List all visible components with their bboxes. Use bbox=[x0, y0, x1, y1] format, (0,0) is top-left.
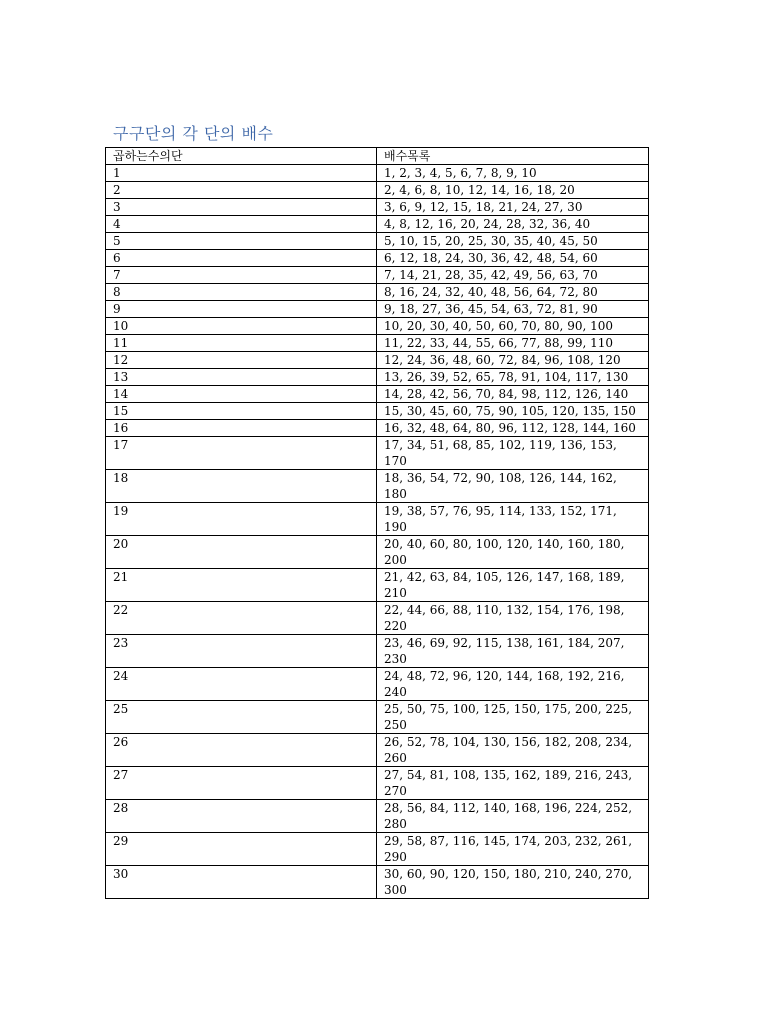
table-row bbox=[106, 866, 649, 899]
table-cell-multiples bbox=[377, 284, 649, 301]
table-cell-multiples bbox=[377, 216, 649, 233]
table-cell-number: 11 bbox=[106, 335, 377, 352]
table-cell-number: 23 bbox=[106, 635, 377, 668]
table-row bbox=[106, 267, 649, 284]
table-cell-multiples bbox=[377, 569, 649, 602]
table-cell-multiples bbox=[377, 701, 649, 734]
table-row bbox=[106, 352, 649, 369]
table-row bbox=[106, 503, 649, 536]
table-cell-multiples bbox=[377, 301, 649, 318]
multiples-text: 22, 44, 66, 88, 110, 132, 154, 176, 198, 220 bbox=[384, 603, 625, 633]
table-cell-number: 15 bbox=[106, 403, 377, 420]
table-cell-multiples bbox=[377, 386, 649, 403]
multiples-text: 14, 28, 42, 56, 70, 84, 98, 112, 126, 140 bbox=[384, 387, 629, 401]
table-cell-multiples bbox=[377, 668, 649, 701]
table-row bbox=[106, 833, 649, 866]
multiples-text: 20, 40, 60, 80, 100, 120, 140, 160, 180, 200 bbox=[384, 537, 625, 567]
table-row bbox=[106, 369, 649, 386]
table-cell-multiples bbox=[377, 470, 649, 503]
table-cell-multiples bbox=[377, 536, 649, 569]
table-row bbox=[106, 470, 649, 503]
multiples-text: 4, 8, 12, 16, 20, 24, 28, 32, 36, 40 bbox=[384, 217, 591, 231]
table-cell-number: 16 bbox=[106, 420, 377, 437]
table-header bbox=[106, 148, 649, 165]
header-row bbox=[106, 148, 649, 165]
table-cell-multiples bbox=[377, 635, 649, 668]
table-cell-multiples bbox=[377, 199, 649, 216]
table-cell-number: 21 bbox=[106, 569, 377, 602]
multiples-text: 21, 42, 63, 84, 105, 126, 147, 168, 189, 210 bbox=[384, 570, 625, 600]
multiples-text: 28, 56, 84, 112, 140, 168, 196, 224, 252, 280 bbox=[384, 801, 633, 831]
table-cell-multiples bbox=[377, 165, 649, 182]
table-cell-multiples bbox=[377, 403, 649, 420]
table-cell-number: 22 bbox=[106, 602, 377, 635]
table-cell-number: 14 bbox=[106, 386, 377, 403]
table-row bbox=[106, 301, 649, 318]
table-cell-number: 28 bbox=[106, 800, 377, 833]
table-body bbox=[106, 165, 649, 899]
table-cell-number: 20 bbox=[106, 536, 377, 569]
table-cell-number: 18 bbox=[106, 470, 377, 503]
multiples-text: 6, 12, 18, 24, 30, 36, 42, 48, 54, 60 bbox=[384, 251, 598, 265]
table-row bbox=[106, 216, 649, 233]
multiples-text: 27, 54, 81, 108, 135, 162, 189, 216, 243, 270 bbox=[384, 768, 633, 798]
table-row bbox=[106, 403, 649, 420]
multiples-text: 23, 46, 69, 92, 115, 138, 161, 184, 207, 230 bbox=[384, 636, 625, 666]
multiples-text: 11, 22, 33, 44, 55, 66, 77, 88, 99, 110 bbox=[384, 336, 613, 350]
table-row bbox=[106, 284, 649, 301]
multiples-text: 2, 4, 6, 8, 10, 12, 14, 16, 18, 20 bbox=[384, 183, 575, 197]
table-row bbox=[106, 199, 649, 216]
table-row bbox=[106, 569, 649, 602]
table-cell-number: 26 bbox=[106, 734, 377, 767]
table-row bbox=[106, 767, 649, 800]
table-cell-multiples bbox=[377, 267, 649, 284]
table-cell-multiples bbox=[377, 800, 649, 833]
table-cell-number: 25 bbox=[106, 701, 377, 734]
table-cell-multiples bbox=[377, 602, 649, 635]
multiples-text: 10, 20, 30, 40, 50, 60, 70, 80, 90, 100 bbox=[384, 319, 613, 333]
multiples-text: 19, 38, 57, 76, 95, 114, 133, 152, 171, 190 bbox=[384, 504, 617, 534]
table-cell-multiples bbox=[377, 335, 649, 352]
multiples-text: 9, 18, 27, 36, 45, 54, 63, 72, 81, 90 bbox=[384, 302, 598, 316]
multiples-text: 8, 16, 24, 32, 40, 48, 56, 64, 72, 80 bbox=[384, 285, 598, 299]
multiples-text: 16, 32, 48, 64, 80, 96, 112, 128, 144, 160 bbox=[384, 421, 636, 435]
table-row bbox=[106, 635, 649, 668]
table-cell-number: 1 bbox=[106, 165, 377, 182]
multiples-text: 17, 34, 51, 68, 85, 102, 119, 136, 153, 170 bbox=[384, 438, 617, 468]
table-row bbox=[106, 800, 649, 833]
table-row bbox=[106, 233, 649, 250]
multiples-text: 15, 30, 45, 60, 75, 90, 105, 120, 135, 150 bbox=[384, 404, 636, 418]
multiples-text: 30, 60, 90, 120, 150, 180, 210, 240, 270, 300 bbox=[384, 867, 633, 897]
table-cell-number: 9 bbox=[106, 301, 377, 318]
table-cell-multiples bbox=[377, 369, 649, 386]
multiples-text: 3, 6, 9, 12, 15, 18, 21, 24, 27, 30 bbox=[384, 200, 583, 214]
multiples-table bbox=[105, 147, 649, 899]
table-cell-multiples bbox=[377, 734, 649, 767]
multiples-text: 29, 58, 87, 116, 145, 174, 203, 232, 261, 290 bbox=[384, 834, 633, 864]
table-row bbox=[106, 668, 649, 701]
table-cell-multiples bbox=[377, 437, 649, 470]
table-cell-number: 3 bbox=[106, 199, 377, 216]
table-cell-multiples bbox=[377, 250, 649, 267]
table-cell-number: 29 bbox=[106, 833, 377, 866]
multiples-text: 1, 2, 3, 4, 5, 6, 7, 8, 9, 10 bbox=[384, 166, 537, 180]
table-cell-number: 8 bbox=[106, 284, 377, 301]
table-row bbox=[106, 250, 649, 267]
multiples-text: 26, 52, 78, 104, 130, 156, 182, 208, 234, 260 bbox=[384, 735, 633, 765]
table-cell-number: 5 bbox=[106, 233, 377, 250]
table-cell-number: 30 bbox=[106, 866, 377, 899]
table-row bbox=[106, 420, 649, 437]
table-cell-number: 4 bbox=[106, 216, 377, 233]
multiples-text: 12, 24, 36, 48, 60, 72, 84, 96, 108, 120 bbox=[384, 353, 621, 367]
table-row bbox=[106, 437, 649, 470]
table-row bbox=[106, 335, 649, 352]
table-row bbox=[106, 386, 649, 403]
table-cell-number: 24 bbox=[106, 668, 377, 701]
table-row bbox=[106, 536, 649, 569]
table-row bbox=[106, 165, 649, 182]
table-cell-multiples bbox=[377, 866, 649, 899]
table-cell-multiples bbox=[377, 233, 649, 250]
table-cell-number: 13 bbox=[106, 369, 377, 386]
multiples-text: 7, 14, 21, 28, 35, 42, 49, 56, 63, 70 bbox=[384, 268, 598, 282]
table-row bbox=[106, 734, 649, 767]
multiples-text: 18, 36, 54, 72, 90, 108, 126, 144, 162, 180 bbox=[384, 471, 617, 501]
table-cell-multiples bbox=[377, 503, 649, 536]
table-row bbox=[106, 182, 649, 199]
table-cell-multiples bbox=[377, 833, 649, 866]
document-title: 구구단의 각 단의 배수 bbox=[113, 124, 274, 143]
table-row bbox=[106, 701, 649, 734]
multiples-text: 5, 10, 15, 20, 25, 30, 35, 40, 45, 50 bbox=[384, 234, 598, 248]
multiples-text: 25, 50, 75, 100, 125, 150, 175, 200, 225, 250 bbox=[384, 702, 633, 732]
column-header-multiples: 배수목록 bbox=[377, 148, 649, 165]
table-cell-number: 17 bbox=[106, 437, 377, 470]
table-cell-multiples bbox=[377, 767, 649, 800]
table-cell-number: 10 bbox=[106, 318, 377, 335]
table-row bbox=[106, 318, 649, 335]
multiples-text: 13, 26, 39, 52, 65, 78, 91, 104, 117, 130 bbox=[384, 370, 629, 384]
table-cell-number: 2 bbox=[106, 182, 377, 199]
multiples-text: 24, 48, 72, 96, 120, 144, 168, 192, 216, 240 bbox=[384, 669, 625, 699]
table-cell-multiples bbox=[377, 420, 649, 437]
table-cell-number: 6 bbox=[106, 250, 377, 267]
table-cell-multiples bbox=[377, 318, 649, 335]
table-row bbox=[106, 602, 649, 635]
table-cell-multiples bbox=[377, 182, 649, 199]
table-cell-multiples bbox=[377, 352, 649, 369]
table-cell-number: 27 bbox=[106, 767, 377, 800]
column-header-number: 곱하는수의단 bbox=[106, 148, 377, 165]
table-cell-number: 19 bbox=[106, 503, 377, 536]
table-cell-number: 12 bbox=[106, 352, 377, 369]
table-cell-number: 7 bbox=[106, 267, 377, 284]
